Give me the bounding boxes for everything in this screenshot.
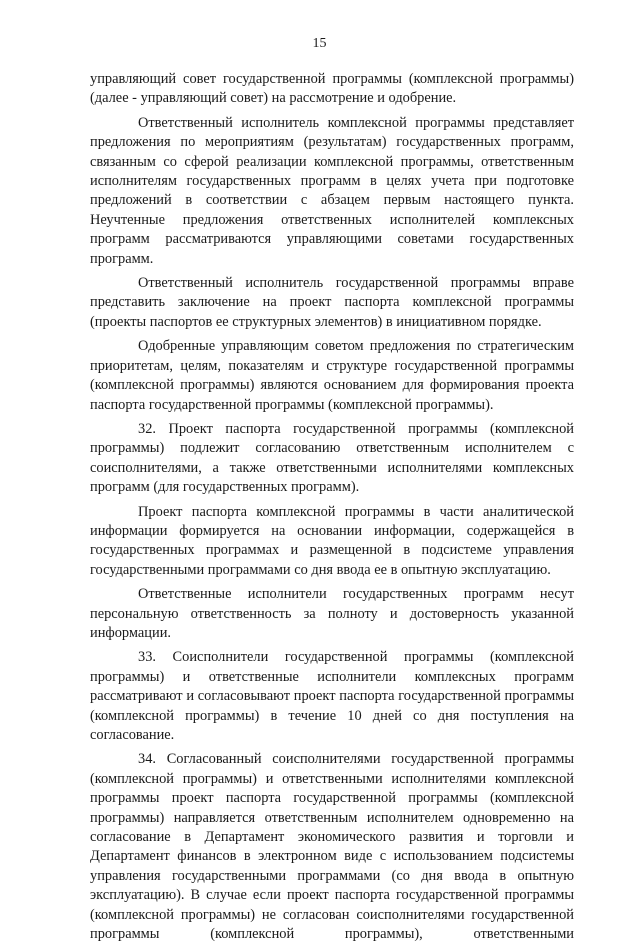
page-number: 15 xyxy=(312,36,327,51)
paragraph-conclusion-right: Ответственный исполнитель государственной программы вправе представить заключение на проект паспорта комплексной программы (проекты паспортов ее структурных элементов) в инициативном порядке. xyxy=(90,275,574,330)
paragraph-approved-proposals: Одобренные управляющим советом предложения по стратегическим приоритетам, целям, показателям и структуре государственной программы (комплексной программы) являются основанием для формирования проекта паспорта государственной программы (комплексной программы). xyxy=(90,338,574,413)
paragraph-analytical-info: Проект паспорта комплексной программы в части аналитической информации формируется на основании информации, содержащейся в государственных программах и размещенной в подсистеме управления государственными программами со дня ввода ее в опытную эксплуатацию. xyxy=(90,503,574,578)
paragraph-item-34: 34. Согласованный соисполнителями государственной программы (комплексной программы) и ответственными исполнителями комплексной программы проект паспорта государственной программы (комплексной программы) направляется ответственным исполнителем одновременно на согласование в Департамент экономического развития и торговли и Департамент финансов в электронном виде с использованием подсистемы управления государственными программами (со дня ввода в опытную эксплуатацию). В случае если проект паспорта государственной программы (комплексной программы) не согласован соисполнителями государственной программы (комплексной программы), ответственными xyxy=(90,751,574,943)
paragraph-continuation: управляющий совет государственной программы (комплексной программы) (далее - управляющий совет) на рассмотрение и одобрение. xyxy=(90,71,574,107)
paragraph-item-32: 32. Проект паспорта государственной программы (комплексной программы) подлежит согласованию ответственным исполнителем с соисполнителями, а также ответственными исполнителями комплексных программ (для государственных программ). xyxy=(90,420,574,496)
document-body xyxy=(90,70,574,944)
paragraph-responsible-executor-proposals: Ответственный исполнитель комплексной программы представляет предложения по мероприятиям (результатам) государственных программ, связанным со сферой реализации комплексной программы, ответственным исполнителям государственных программ в целях учета при подготовке предложений в соответствии с абзацем первым настоящего пункта. Неучтенные предложения ответственных исполнителей комплексных программ рассматриваются управляющими советами государственных программ. xyxy=(90,114,574,267)
paragraph-item-33: 33. Соисполнители государственной программы (комплексной программы) и ответственные исполнители комплексных программ рассматривают и согласовывают проект паспорта государственной программы (комплексной программы) в течение 10 дней со дня поступления на согласование. xyxy=(90,649,574,743)
paragraph-personal-responsibility: Ответственные исполнители государственных программ несут персональную ответственность за полноту и достоверность указанной информации. xyxy=(90,586,574,641)
